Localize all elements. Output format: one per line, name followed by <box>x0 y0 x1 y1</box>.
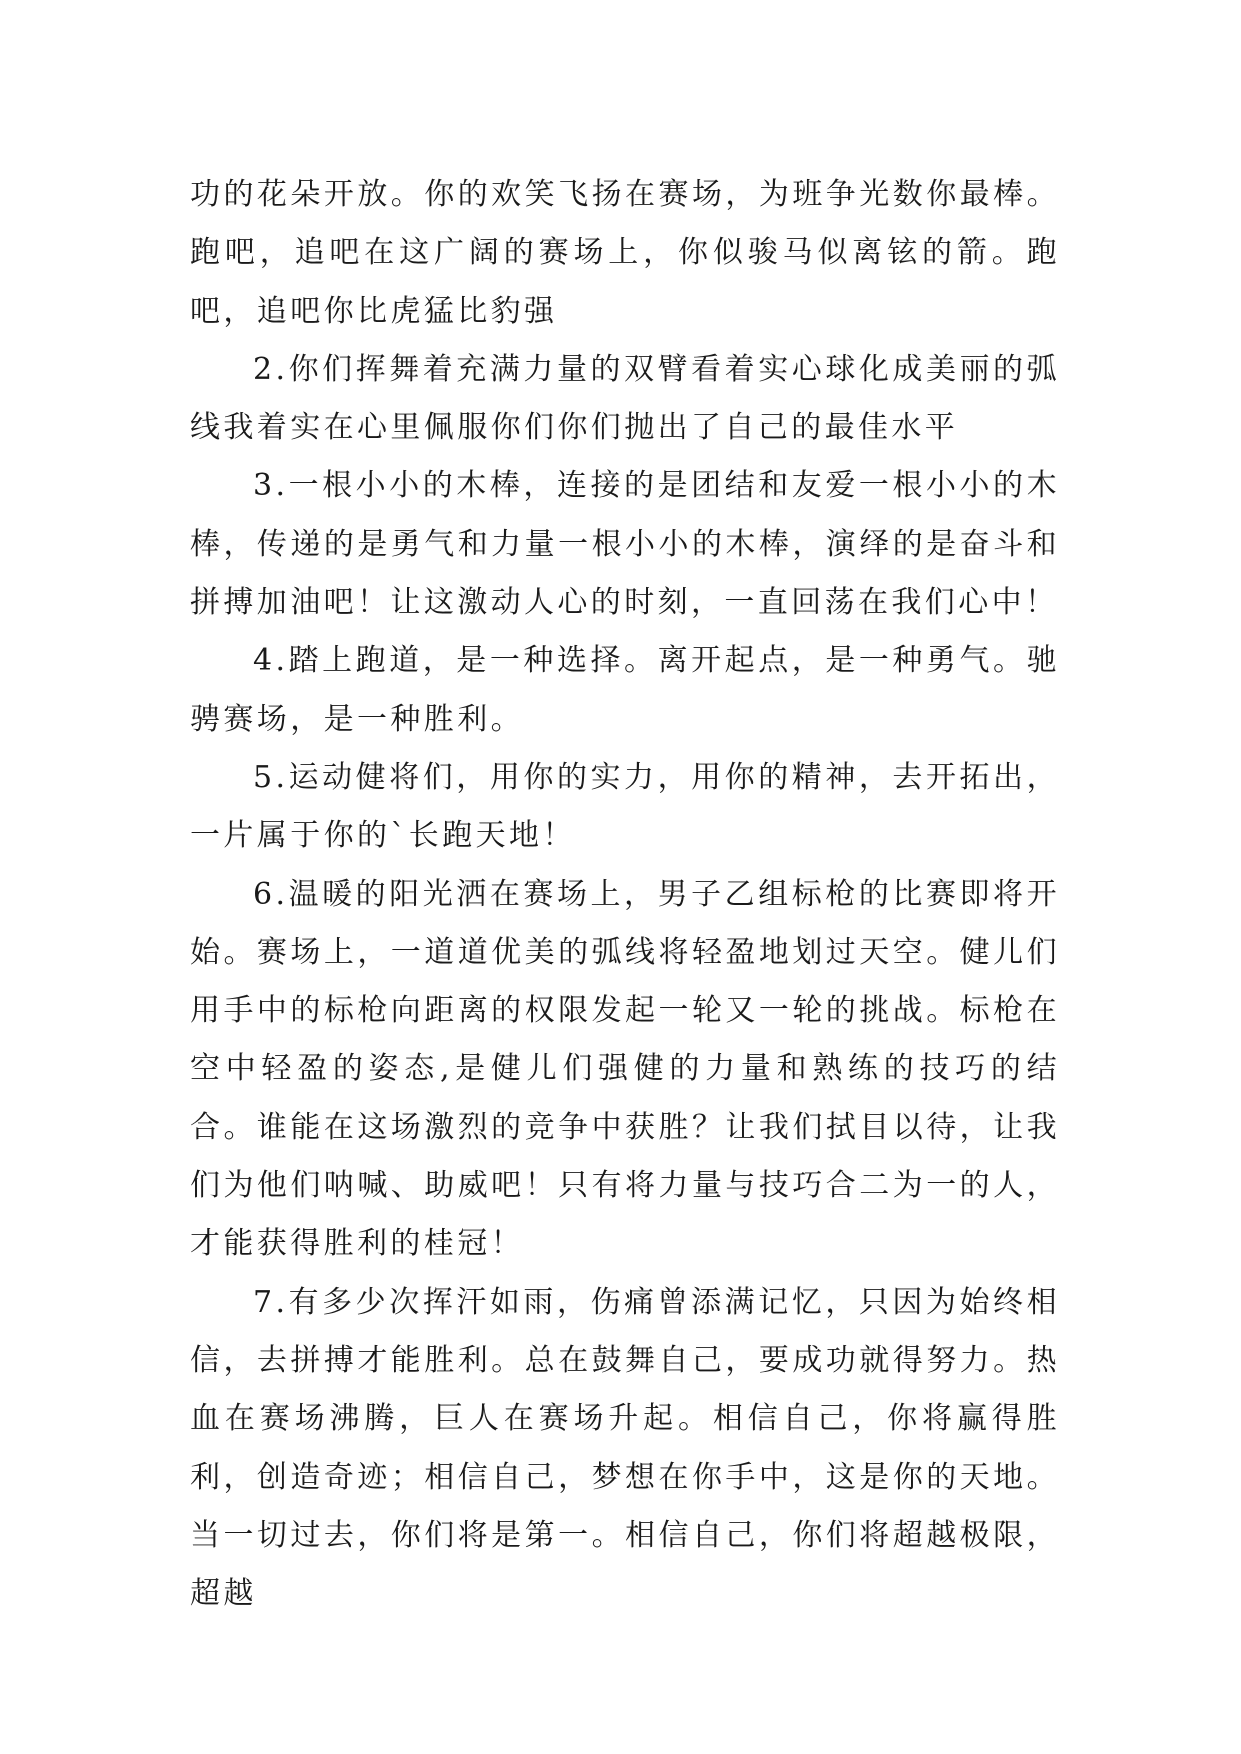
paragraph-6: 6.温暖的阳光洒在赛场上，男子乙组标枪的比赛即将开始。赛场上，一道道优美的弧线将轻盈地划过天空。健儿们用手中的标枪向距离的权限发起一轮又一轮的挑战。标枪在空中轻盈的姿态,是健儿们强健的力量和熟练的技巧的结合。谁能在这场激烈的竞争中获胜？让我们拭目以待，让我们为他们呐喊、助威吧！只有将力量与技巧合二为一的人，才能获得胜利的桂冠！ <box>190 876 1060 1262</box>
paragraph-continuation: 功的花朵开放。你的欢笑飞扬在赛场，为班争光数你最棒。跑吧，追吧在这广阔的赛场上，你似骏马似离铉的箭。跑吧，追吧你比虎猛比豹强 <box>190 177 1060 329</box>
paragraph-3: 3.一根小小的木棒，连接的是团结和友爱一根小小的木棒，传递的是勇气和力量一根小小的木棒，演绎的是奋斗和拼搏加油吧！让这激动人心的时刻，一直回荡在我们心中！ <box>190 468 1060 621</box>
paragraph-5: 5.运动健将们，用你的实力，用你的精神，去开拓出，一片属于你的`长跑天地！ <box>190 759 1060 854</box>
paragraph-4: 4.踏上跑道，是一种选择。离开起点，是一种勇气。驰骋赛场，是一种胜利。 <box>190 643 1060 737</box>
document-page <box>190 166 1060 1623</box>
paragraph-2: 2.你们挥舞着充满力量的双臂看着实心球化成美丽的弧线我着实在心里佩服你们你们抛出了自己的最佳水平 <box>190 351 1060 446</box>
paragraph-7: 7.有多少次挥汗如雨，伤痛曾添满记忆，只因为始终相信，去拼搏才能胜利。总在鼓舞自己，要成功就得努力。热血在赛场沸腾，巨人在赛场升起。相信自己，你将赢得胜利，创造奇迹；相信自己，梦想在你手中，这是你的天地。当一切过去，你们将是第一。相信自己，你们将超越极限，超越 <box>190 1284 1060 1612</box>
